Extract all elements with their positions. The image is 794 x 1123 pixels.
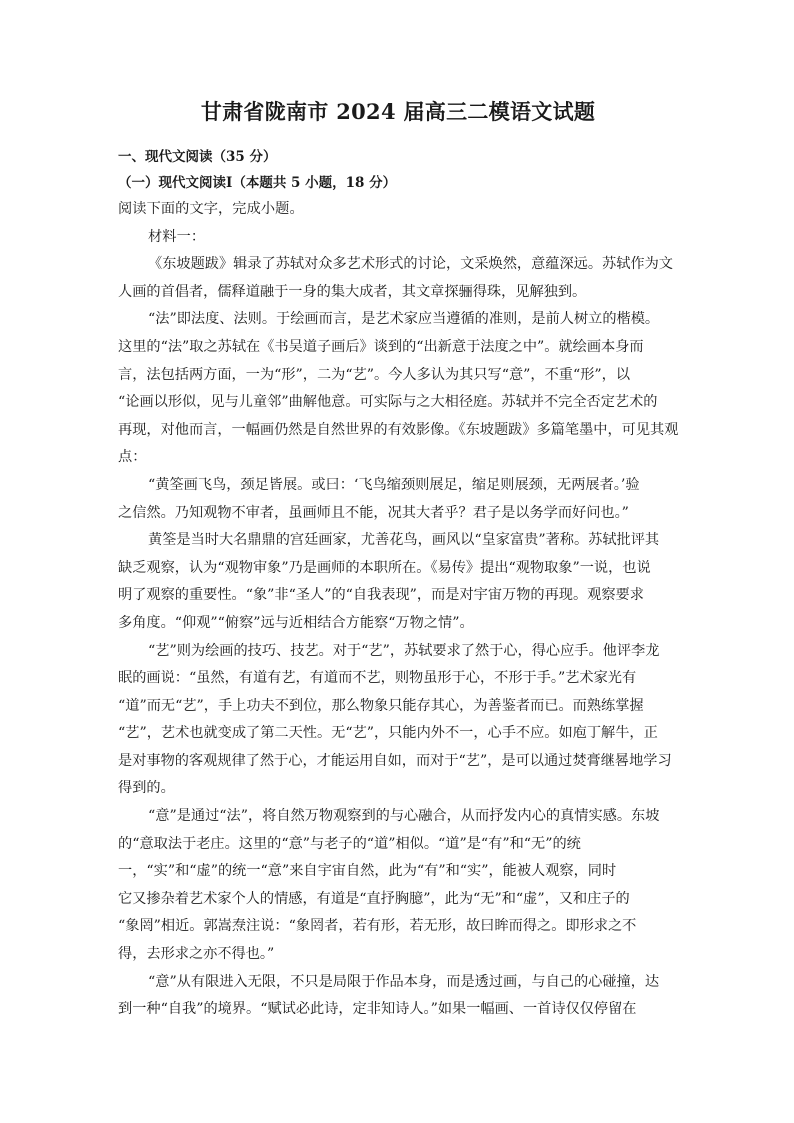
paragraph (118, 803, 678, 969)
exam-title: 甘肃省陇南市 2024 届高三二模语文试题 (200, 99, 596, 124)
subsection-heading: （一）现代文阅读Ⅰ（本题共 5 小题，18 分） (118, 175, 397, 191)
paragraph-line: 到一种“自我”的境界。“赋试必此诗，定非知诗人。”如果一幅画、一首诗仅仅停留在 (118, 1001, 637, 1018)
paragraph-line: 黄筌是当时大名鼎鼎的宫廷画家，尤善花鸟，画风以“皇家富贵”著称。苏轼批评其 (148, 532, 660, 549)
instruction-text: 阅读下面的文字，完成小题。 (118, 201, 304, 217)
paragraph-line: “象罔”相近。郭嵩焘注说：“象罔者，若有形，若无形，故曰眸而得之。即形求之不 (118, 918, 637, 935)
paragraph-line: 缺乏观察，认为“观物审象”乃是画师的本职所在。《易传》提出“观物取象”一说，也说 (118, 559, 651, 576)
material-label: 材料一： (148, 228, 206, 245)
paragraph-line: 明了观察的重要性。“象”非“圣人”的“自我表现”，而是对宇宙万物的再现。观察要求 (118, 587, 644, 604)
paragraph-line: 再现，对他而言，一幅画仍然是自然世界的有效影像。《东坡题跋》多篇笔墨中，可见其观 (118, 421, 679, 438)
paragraph-line: “论画以形似，见与儿童邻”曲解他意。可实际与之大相径庭。苏轼并不完全否定艺术的 (118, 394, 658, 411)
paragraph (118, 306, 678, 472)
paragraph (118, 638, 678, 804)
paragraph-line: 这里的“法”取之苏轼在《书吴道子画后》谈到的“出新意于法度之中”。就绘画本身而 (118, 338, 644, 355)
section-heading: 一、现代文阅读（35 分） (118, 149, 277, 165)
paragraph-line: 得到的。 (118, 780, 175, 797)
paragraph-line: 多角度。“仰观”“俯察”远与近相结合方能察“万物之情”。 (118, 614, 474, 631)
paragraph-line: 人画的首倡者，儒释道融于一身的集大成者，其文章探骊得珠，见解独到。 (118, 283, 587, 300)
exam-page (118, 96, 678, 1024)
paragraph (118, 472, 678, 527)
paragraph (118, 527, 678, 637)
paragraph-line: 它又掺杂着艺术家个人的情感，有道是“直抒胸臆”，此为“无”和“虚”，又和庄子的 (118, 890, 630, 907)
paragraph-line: “道”而无“艺”，手上功夫不到位，那么物象只能存其心，为善鉴者而已。而熟练掌握 (118, 697, 644, 714)
article-body (118, 251, 678, 1024)
paragraph-line: “黄筌画飞鸟，颈足皆展。或曰：‘飞鸟缩颈则展足，缩足则展颈，无两展者。’验 (148, 476, 640, 493)
paragraph-line: 一，“实”和“虚”的统一“意”来自宇宙自然，此为“有”和“实”，能被人观察，同时 (118, 863, 617, 880)
paragraph-line: 言，法包括两方面，一为“形”，二为“艺”。今人多认为其只写“意”，不重“形”，以 (118, 366, 631, 383)
paragraph-line: 得，去形求之亦不得也。” (118, 946, 275, 963)
paragraph-line: 《东坡题跋》辑录了苏轼对众多艺术形式的讨论，文采焕然，意蕴深远。苏轼作为文 (148, 256, 673, 273)
paragraph-line: 的“意取法于老庄。这里的“意”与老子的“道”相似。“道”是“有”和“无”的统 (118, 835, 581, 852)
paragraph-line: 眠的画说：“虽然，有道有艺，有道而不艺，则物虽形于心，不形于手。”艺术家光有 (118, 670, 637, 687)
paragraph-line: “意”从有限进入无限，不只是局限于作品本身，而是透过画，与自己的心碰撞，达 (148, 973, 660, 990)
paragraph-line: “艺”，艺术也就变成了第二天性。无“艺”，只能内外不一，心手不应。如庖丁解牛，正 (118, 725, 658, 742)
paragraph-line: 是对事物的客观规律了然于心，才能运用自如，而对于“艺”，是可以通过焚膏继晷地学习 (118, 752, 672, 769)
paragraph-line: “法”即法度、法则。于绘画而言，是艺术家应当遵循的准则，是前人树立的楷模。 (148, 311, 660, 328)
paragraph-line: 之信然。乃知观物不审者，虽画师且不能，况其大者乎？君子是以务学而好问也。” (118, 504, 629, 521)
paragraph-line: “艺”则为绘画的技巧、技艺。对于“艺”，苏轼要求了然于心，得心应手。他评李龙 (148, 642, 660, 659)
paragraph-line: 点： (118, 449, 147, 466)
paragraph-line: “意”是通过“法”，将自然万物观察到的与心融合，从而抒发内心的真情实感。东坡 (148, 808, 660, 825)
paragraph (118, 251, 678, 306)
paragraph (118, 969, 678, 1024)
